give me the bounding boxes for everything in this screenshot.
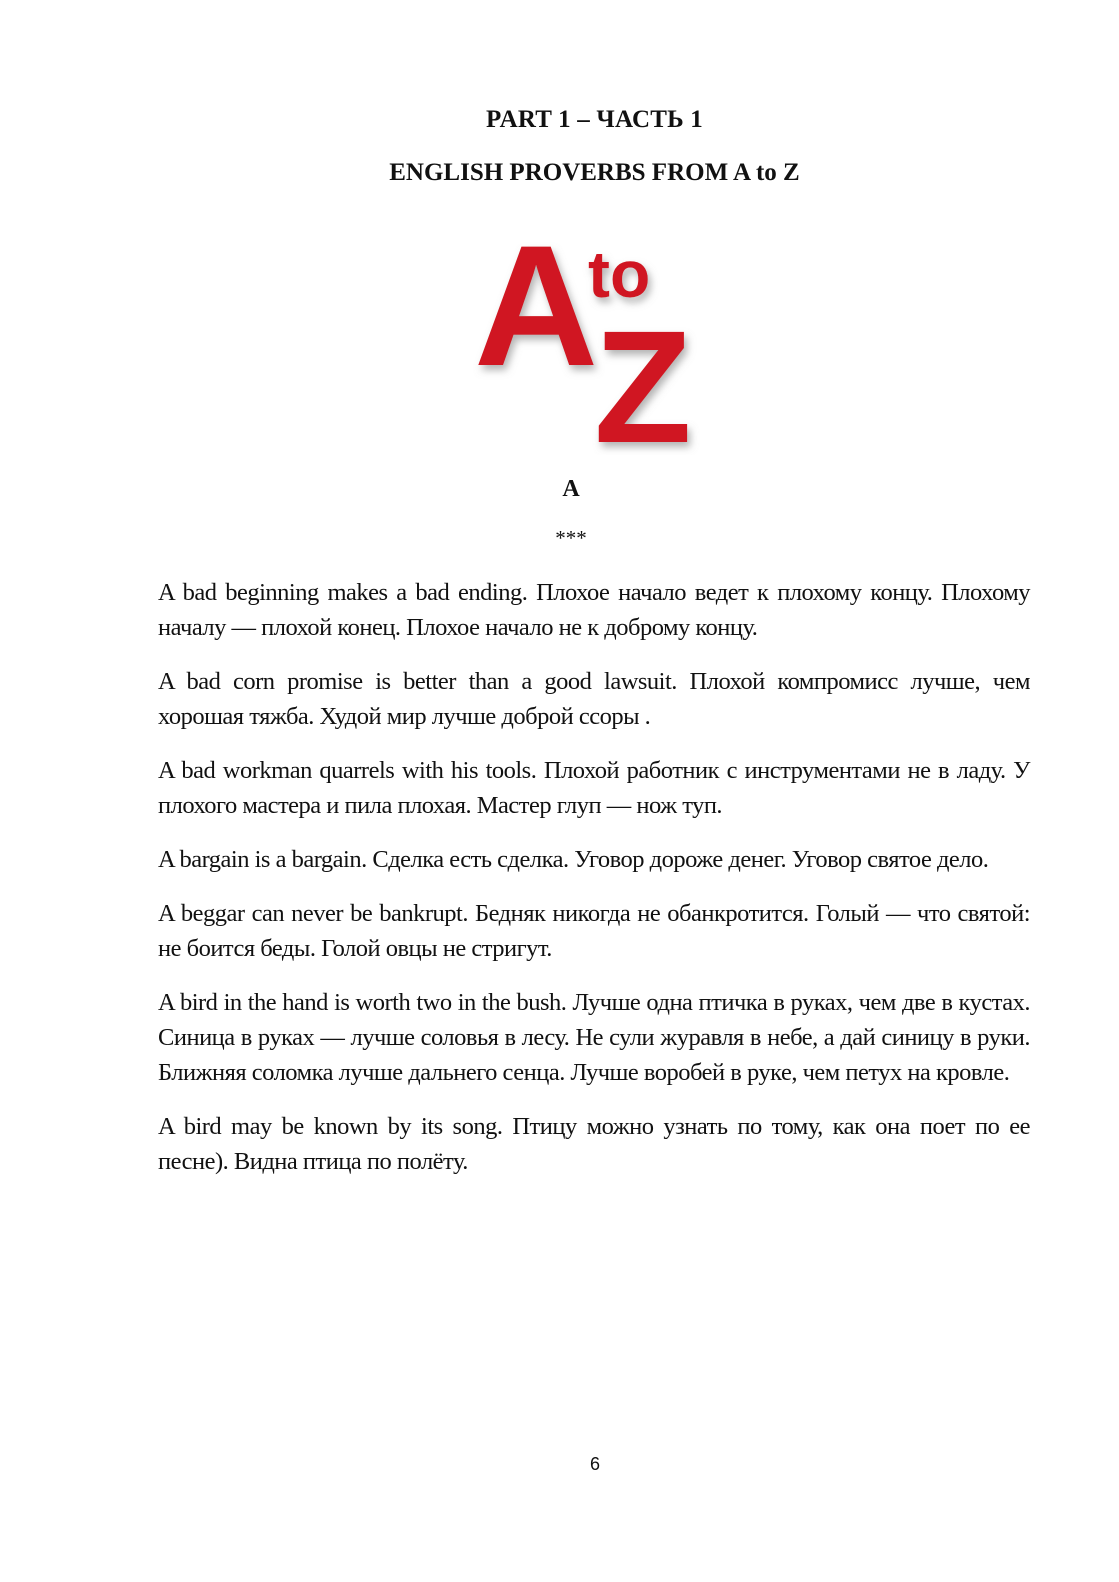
proverb-entry: A bargain is a bargain. Сделка есть сделка. Уговор дороже денег. Уговор святое дело. — [158, 846, 989, 873]
section-separator: *** — [555, 526, 587, 550]
proverb-entry: A bad workman quarrels with his tools. Плохой работник с инструментами не в ладу. У плохого мастера и пила плохая. Мастер глуп — нож туп. — [158, 757, 1030, 819]
logo-letter-z: Z — [594, 297, 692, 455]
proverb-entry: A beggar can never be bankrupt. Бедняк никогда не обанкротится. Голый — что святой: не боится беды. Голой овцы не стригут. — [158, 900, 1030, 962]
logo-letter-a: A — [474, 215, 599, 402]
proverb-entry: A bird in the hand is worth two in the bush. Лучше одна птичка в руках, чем две в кустах. Синица в руках — лучше соловья в лесу. Не сули журавля в небе, а дай синицу в руки. Ближняя соломка лучше дальнего сенца. Лучше воробей в руке, чем петух на кровле. — [158, 989, 1030, 1086]
letter-heading: A — [562, 476, 580, 502]
logo-word-to: to — [588, 237, 651, 311]
proverb-list — [158, 575, 1030, 1198]
section-title: ENGLISH PROVERBS FROM A to Z — [389, 159, 800, 186]
proverb-entry: A bird may be known by its song. Птицу можно узнать по тому, как она поет по ее песне). Видна птица по полёту. — [158, 1113, 1030, 1175]
part-title: PART 1 – ЧАСТЬ 1 — [486, 106, 703, 133]
a-to-z-logo — [470, 215, 720, 455]
proverb-entry: A bad beginning makes a bad ending. Плохое начало ведет к плохому концу. Плохому началу — плохой конец. Плохое начало не к доброму концу. — [158, 579, 1030, 641]
page-number: 6 — [589, 1454, 600, 1474]
proverb-entry: A bad corn promise is better than a good lawsuit. Плохой компромисс лучше, чем хорошая тяжба. Худой мир лучше доброй ссоры . — [158, 668, 1030, 730]
